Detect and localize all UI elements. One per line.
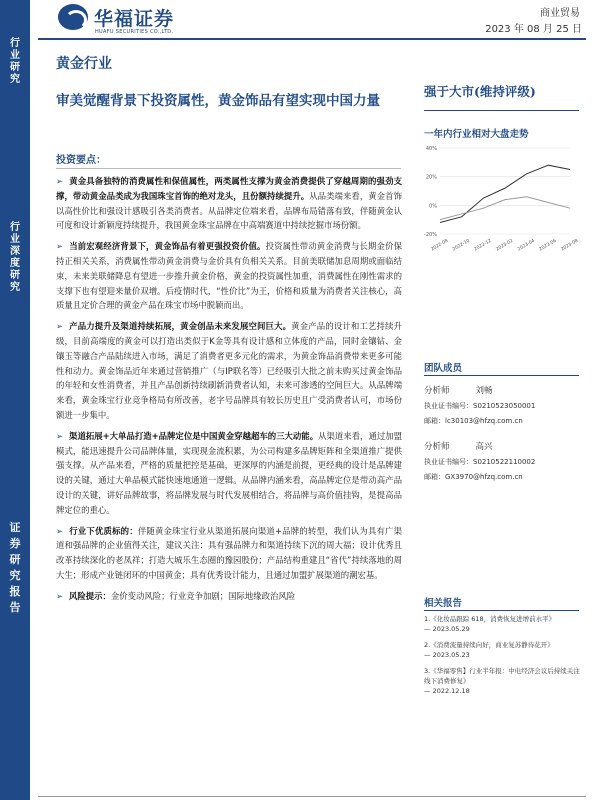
analyst-name: 刘畅 <box>475 386 493 396</box>
analyst-name: 高兴 <box>475 442 493 452</box>
key-point <box>56 429 402 518</box>
key-point <box>56 524 402 583</box>
key-point-text: 从渠道来看，通过加盟模式，能迅速提升公司品牌体量，实现现金流积累，为公司构建多品牌矩阵和全渠道推广提供强支撑。从产品来看，严格的质量把控是基础，更深厚的内涵是前提，更经典的设计是品牌建设的关键，通过大单品模式能快速地通道一逻辑。从品牌内涵来看，高品牌定位是带动高产品设计的关键，讲好品牌故事，将品牌发展与时代发展相结合，将品牌与高价值挂钩，是提高品牌定位的重心。 <box>56 430 402 515</box>
brand-name-en: HUAFU SECURITIES CO.,LTD. <box>95 29 174 35</box>
arrow-icon: ➢ <box>56 176 64 186</box>
x-tick-label: 2023-02 <box>495 238 515 253</box>
rating-divider <box>424 110 579 111</box>
left-band <box>0 0 30 800</box>
key-point <box>56 239 402 313</box>
related-report-item[interactable] <box>424 666 582 696</box>
relative-performance-chart <box>420 142 580 260</box>
x-tick-label: 2023-04 <box>517 238 536 253</box>
analyst-email[interactable]: 邮箱：GX3970@hfzq.com.cn <box>424 473 523 481</box>
key-point-text: 投资属性带动黄金消费与长期金价保持正相关关系，消费属性带动黄金消费与金价具有负相关关系。目前美联储加息周期或面临结束，未来美联储降息有望进一步推升黄金价格，黄金的投资属性加重，消费属性在刚性需求的支撑下也有望迎来量价双增。后疫情时代，“性价比”为王，价格和质量为消费者关注核心，高质量且定价合理的黄金产品在珠宝市场中脱颖而出。 <box>56 241 403 311</box>
key-point-text: 黄金产品的设计和工艺持续升级，目前高端度的黄金可以打造出类似于K金等具有设计感和立体度的产品，同时金镶钻、金镶玉等融合产品陆续进入市场，满足了消费者更多元化的需求，为黄金饰品消费带来更多可能性和动力。黄金饰品近年来通过营销推广（与IP联名等）已经吸引大批之前未购买过黄金饰品的年轻和女性消费者，并且产品创新持续刷新消费者认知，未来可渗透的空间巨大。从品牌端来看，黄金珠宝行业竞争格局有所改善，老字号品牌具有较长历史且广受消费者认可，市场份额进一步集中。 <box>56 321 402 420</box>
key-point-lead: 产品力提升及渠道持续拓展，黄金创品未来发展空间巨大。 <box>69 321 292 332</box>
doc-type: 商业贸易 <box>540 8 580 19</box>
related-report-text[interactable]: 1.《化妆品跟踪 618，消费恢复进增前水平》 <box>424 615 556 623</box>
sidebar-label-industry-research: 行 业 研 究 <box>10 38 20 85</box>
related-divider <box>424 610 579 611</box>
brand-logo <box>58 3 174 31</box>
related-report-date: — 2022.12.18 <box>424 687 470 695</box>
key-point-lead: 当前宏观经济背景下，黄金饰品有着更强投资价值。 <box>69 241 266 252</box>
team-divider <box>424 375 579 376</box>
key-point <box>56 319 402 423</box>
analyst-cert: 执业证书编号：S0210523050001 <box>424 402 536 410</box>
x-tick-label: 2023-06 <box>538 238 558 253</box>
x-tick-label: 2022-12 <box>473 238 493 253</box>
related-report-text[interactable]: 2.《消费流量持续向好，商业复苏静待花开》 <box>424 641 554 649</box>
brand-name: 华福证券 <box>94 7 175 30</box>
arrow-icon: ➢ <box>56 430 64 441</box>
key-point <box>56 174 402 233</box>
arrow-icon: ➢ <box>56 321 64 332</box>
related-report-date: — 2023.05.23 <box>424 651 470 659</box>
key-point-lead: 风险提示： <box>69 590 111 601</box>
analyst-email[interactable]: 邮箱：lc30103@hfzq.com.cn <box>424 417 523 425</box>
related-report-item[interactable] <box>424 614 582 634</box>
sidebar-label-securities-report: 证 券 研 究 报 告 <box>9 521 21 614</box>
arrow-icon: ➢ <box>56 590 64 601</box>
series-line <box>440 165 570 222</box>
y-tick-label: 40% <box>425 146 437 152</box>
arrow-icon: ➢ <box>56 241 64 252</box>
x-tick-label: 2022-08 <box>430 238 450 253</box>
analyst-cert: 执业证书编号：S0210522110002 <box>424 458 536 466</box>
sidebar-label-deep-research: 行 业 深 度 研 究 <box>10 222 20 293</box>
section-title: 投资要点： <box>56 155 106 166</box>
key-point-text: 伴随黄金珠宝行业从渠道拓展向渠道+品牌的转型，我们认为具有广渠道和强品牌的企业值得关注，建议关注：具有强品牌力和渠道持续下沉的周大福；设计优秀且改革持续深化的老凤祥；打造大城乐生态圈的豫园股份；产品结构重建且“省代”持续落地的周大生；形成产业链闭环的中国黄金；具有优秀设计能力，且通过加盟扩展渠道的潮宏基。 <box>56 525 403 580</box>
x-tick-label: 2023-08 <box>560 238 580 253</box>
section-divider <box>56 168 401 169</box>
team-title: 团队成员 <box>424 363 463 374</box>
analyst-role: 分析师 <box>424 442 450 452</box>
header-divider <box>38 38 586 40</box>
rating: 强于大市(维持评级) <box>424 84 536 99</box>
logo-mark-icon <box>58 4 88 30</box>
related-title: 相关报告 <box>424 598 463 609</box>
chart-title: 一年内行业相对大盘走势 <box>424 129 529 140</box>
related-report-item[interactable] <box>424 640 582 660</box>
analyst-role: 分析师 <box>424 386 450 396</box>
related-report-text[interactable]: 3.《华福零售】行业半年报：中电经济会议后持续关注线下消费修复》 <box>424 667 580 685</box>
series-line <box>440 197 570 220</box>
key-points <box>56 174 402 610</box>
report-title: 审美觉醒背景下投资属性，黄金饰品有望实现中国力量 <box>56 93 380 109</box>
key-point <box>56 589 402 604</box>
key-point-text: 金价变动风险；行业竞争加剧；国际地缘政治风险 <box>110 590 296 601</box>
related-report-date: — 2023.05.29 <box>424 625 470 633</box>
arrow-icon: ➢ <box>56 525 64 536</box>
y-tick-label: -20% <box>424 232 437 238</box>
key-point-text: 从品类端来看，黄金首饰以高性价比和强设计感吸引各类消费者。从品牌定位端来看，品牌布局错落有致，伴随黄金认可度和设计新颖度持续提升，我国黄金珠宝品牌在中高端赛道中持续挖掘市场份额。 <box>56 190 402 231</box>
industry-label: 黄金行业 <box>56 56 112 72</box>
key-point-lead: 黄金具备独特的消费属性和保值属性，两类属性支撑为黄金消费提供了穿越周期的强劲支撑，带动黄金品类成为我国珠宝首饰的绝对龙头，且份额持续提升。 <box>56 176 402 201</box>
y-tick-label: 20% <box>425 174 437 181</box>
analyst-card <box>424 440 584 482</box>
key-point-lead: 行业下优质标的： <box>69 525 138 536</box>
x-tick-label: 2022-10 <box>452 238 471 253</box>
analyst-card <box>424 384 584 426</box>
key-point-lead: 渠道拓展+大单品打造+品牌定位是中国黄金穿越超车的三大动能。 <box>69 430 319 441</box>
doc-date: 2023 年 08 月 25 日 <box>485 24 582 35</box>
y-tick-label: 0% <box>429 203 437 210</box>
footer-divider <box>38 796 586 797</box>
